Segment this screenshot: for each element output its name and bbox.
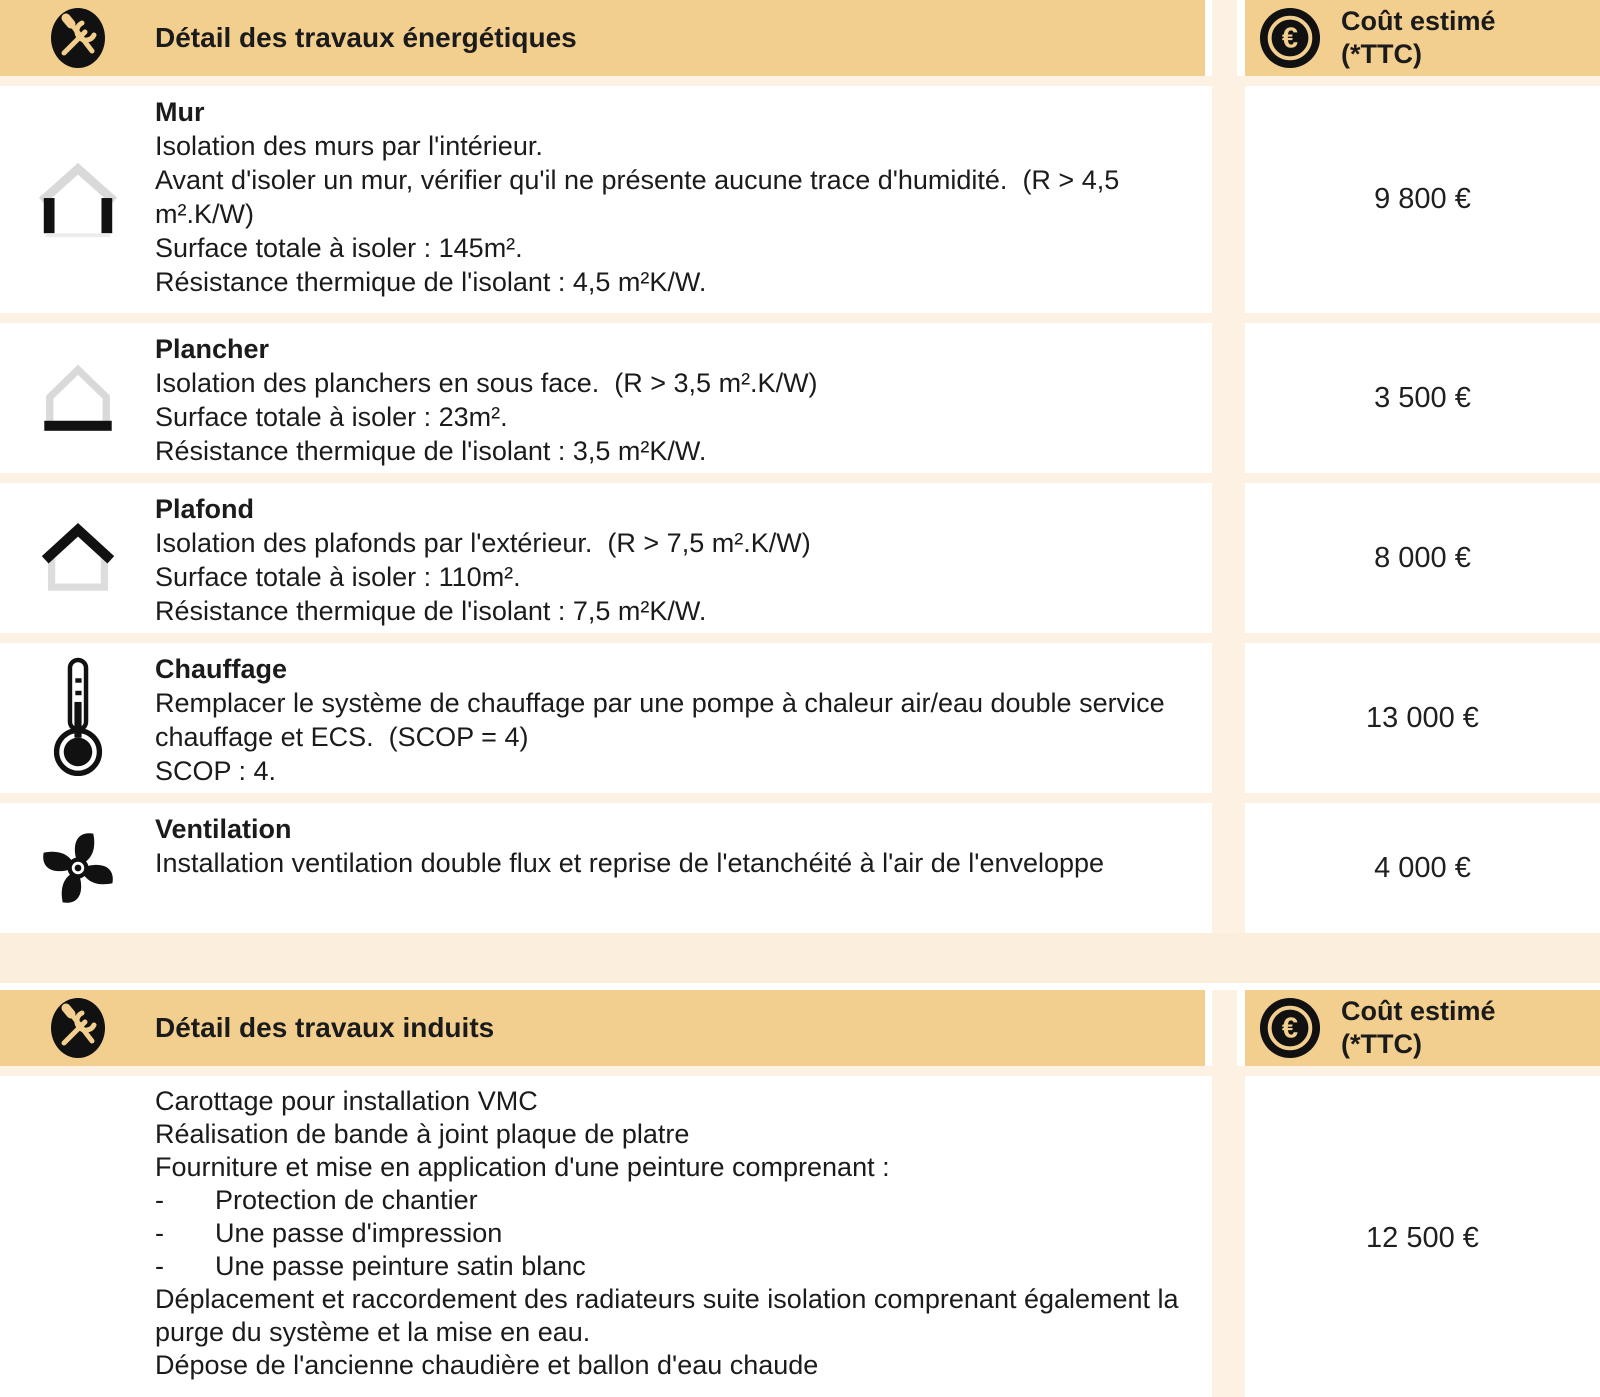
work-line: Installation ventilation double flux et reprise de l'etanchéité à l'air de l'enveloppe — [155, 848, 1105, 878]
work-cost: 9 800 € — [1245, 86, 1600, 313]
work-line: Avant d'isoler un mur, vérifier qu'il ne présente aucune trace d'humidité. (R > 4,5 m².K/W) — [155, 165, 1127, 229]
cost-header-cell — [1245, 0, 1600, 76]
column-gap — [1212, 483, 1245, 633]
column-gap — [1237, 0, 1245, 76]
empty-icon-column — [0, 1076, 155, 1397]
row-separator — [0, 313, 1600, 323]
work-line: - Une passe d'impression — [155, 1218, 503, 1248]
work-row-chauffage — [0, 643, 1600, 793]
work-title: Plancher — [155, 334, 270, 364]
work-line: Surface totale à isoler : 145m². — [155, 233, 523, 263]
section-title: Détail des travaux induits — [155, 1012, 495, 1043]
work-description — [155, 803, 1205, 933]
work-cost: 4 000 € — [1245, 803, 1600, 933]
column-gap — [1212, 1076, 1245, 1397]
cost-header-cell — [1245, 990, 1600, 1066]
work-title: Plafond — [155, 494, 254, 524]
work-cost: 8 000 € — [1245, 483, 1600, 633]
section-header-main-cell — [0, 990, 1205, 1066]
cost-header-text — [1341, 995, 1496, 1061]
tools-icon — [0, 996, 155, 1060]
work-line: Fourniture et mise en application d'une peinture comprenant : — [155, 1152, 890, 1182]
work-line: Surface totale à isoler : 23m². — [155, 402, 508, 432]
work-line: Carottage pour installation VMC — [155, 1086, 538, 1116]
row-separator — [0, 1066, 1600, 1076]
work-title: Mur — [155, 97, 205, 127]
row-separator — [0, 633, 1600, 643]
work-description — [155, 1076, 1205, 1397]
work-line: - Une passe peinture satin blanc — [155, 1251, 586, 1281]
cost-header-line1: Coût estimé — [1341, 6, 1496, 36]
euro-coin-icon — [1259, 997, 1321, 1059]
column-gap — [1205, 990, 1212, 1066]
section-spacer-edge — [0, 983, 1600, 990]
column-gap — [1212, 0, 1237, 76]
section-header-main-cell — [0, 0, 1205, 76]
svg-text:€: € — [1281, 1012, 1299, 1045]
svg-text:€: € — [1281, 22, 1299, 55]
section-spacer — [0, 933, 1600, 983]
column-gap — [1237, 990, 1245, 1066]
section-header-induits — [0, 990, 1600, 1066]
work-row-induits — [0, 1076, 1600, 1397]
work-line: Résistance thermique de l'isolant : 7,5 m²K/W. — [155, 596, 707, 626]
thermometer-icon — [0, 643, 155, 793]
cost-header-line2: (*TTC) — [1341, 1029, 1422, 1059]
row-separator — [0, 473, 1600, 483]
work-line: Résistance thermique de l'isolant : 4,5 m²K/W. — [155, 267, 707, 297]
work-line: Déplacement et raccordement des radiateurs suite isolation comprenant également la purge du système et la mise en eau. — [155, 1284, 1187, 1347]
work-row-plafond — [0, 483, 1600, 633]
column-gap — [1212, 803, 1245, 933]
tools-icon — [0, 6, 155, 70]
work-line: Remplacer le système de chauffage par une pompe à chaleur air/eau double service chauffage et ECS. (SCOP = 4) — [155, 688, 1173, 752]
column-gap — [1212, 323, 1245, 473]
column-gap — [1205, 0, 1212, 76]
work-line: SCOP : 4. — [155, 756, 277, 786]
house-roof-icon — [0, 483, 155, 633]
house-floor-icon — [0, 323, 155, 473]
work-line: Isolation des planchers en sous face. (R > 3,5 m².K/W) — [155, 368, 818, 398]
column-gap — [1212, 990, 1237, 1066]
fan-icon — [0, 803, 155, 933]
work-title: Chauffage — [155, 654, 288, 684]
work-description — [155, 323, 1205, 473]
work-title: Ventilation — [155, 814, 292, 844]
column-gap — [1212, 86, 1245, 313]
work-description — [155, 86, 1205, 313]
euro-coin-icon — [1259, 7, 1321, 69]
work-row-mur — [0, 86, 1600, 313]
work-line: Isolation des murs par l'intérieur. — [155, 131, 543, 161]
work-row-plancher — [0, 323, 1600, 473]
work-cost: 3 500 € — [1245, 323, 1600, 473]
work-line: Résistance thermique de l'isolant : 3,5 m²K/W. — [155, 436, 707, 466]
work-row-ventilation — [0, 803, 1600, 933]
work-line: - Protection de chantier — [155, 1185, 478, 1215]
cost-header-line2: (*TTC) — [1341, 39, 1422, 69]
row-separator — [0, 793, 1600, 803]
work-line: Dépose de l'ancienne chaudière et ballon d'eau chaude — [155, 1350, 819, 1380]
section-title: Détail des travaux énergétiques — [155, 22, 577, 53]
column-gap — [1212, 643, 1245, 793]
work-line: Surface totale à isoler : 110m². — [155, 562, 521, 592]
work-line: Réalisation de bande à joint plaque de platre — [155, 1119, 690, 1149]
cost-header-text — [1341, 5, 1496, 71]
work-description — [155, 643, 1205, 793]
work-line: Isolation des plafonds par l'extérieur. (R > 7,5 m².K/W) — [155, 528, 811, 558]
work-cost: 12 500 € — [1245, 1076, 1600, 1397]
work-description — [155, 483, 1205, 633]
cost-header-line1: Coût estimé — [1341, 996, 1496, 1026]
section-header-energetiques — [0, 0, 1600, 76]
row-separator — [0, 76, 1600, 86]
work-cost: 13 000 € — [1245, 643, 1600, 793]
house-walls-icon — [0, 86, 155, 313]
